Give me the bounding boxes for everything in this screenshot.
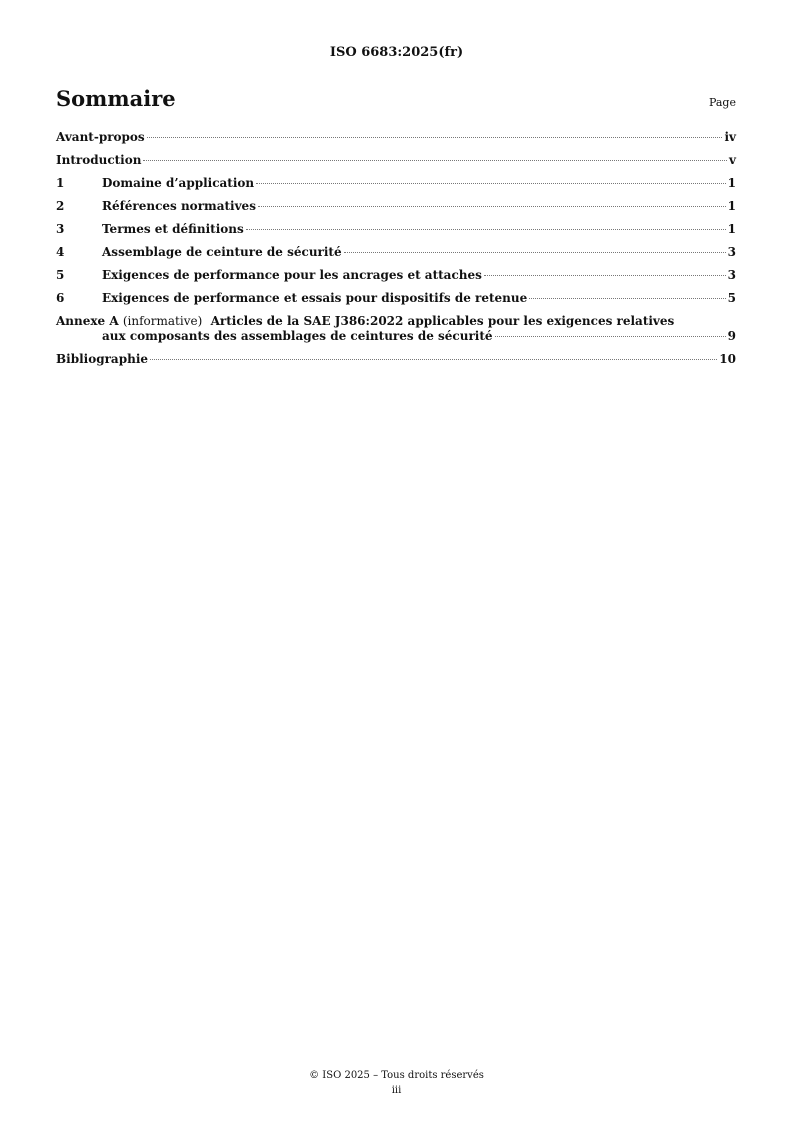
annex-title-1[interactable]: Articles de la SAE J386:2022 applicables pour les exigences relatives	[210, 314, 675, 328]
toc-entry-page: iv	[724, 130, 736, 144]
dot-leader	[344, 252, 726, 253]
annex-label: Annexe A	[56, 314, 119, 328]
toc-entry-text[interactable]: Termes et définitions	[102, 222, 244, 236]
toc-entry-clause-2[interactable]	[56, 199, 736, 214]
toc-entry-number: 4	[56, 245, 65, 259]
toc-title: Sommaire	[56, 86, 176, 111]
annex-type: (informative)	[122, 314, 203, 328]
toc-entry-avant-propos[interactable]	[56, 130, 736, 145]
annex-title-line-2[interactable]	[56, 329, 736, 344]
toc-entry-text[interactable]: Introduction	[56, 153, 142, 167]
toc-entry-number: 1	[56, 176, 65, 190]
dot-leader	[484, 275, 726, 276]
toc-entry-introduction[interactable]	[56, 153, 736, 168]
toc-entry-number: 2	[56, 199, 65, 213]
toc-entry-text[interactable]: Avant-propos	[56, 130, 145, 144]
toc-entry-text[interactable]: Exigences de performance et essais pour dispositifs de retenue	[102, 291, 528, 305]
toc-entry-number: 5	[56, 268, 65, 282]
toc-entry-page: 1	[727, 199, 736, 213]
toc-entry-page: 1	[727, 176, 736, 190]
dot-leader	[143, 160, 727, 161]
table-of-contents	[56, 130, 736, 375]
toc-entry-clause-4[interactable]	[56, 245, 736, 260]
toc-entry-page: 3	[727, 245, 736, 259]
toc-entry-page: 3	[727, 268, 736, 282]
toc-entry-bibliographie[interactable]	[56, 352, 736, 367]
dot-leader	[529, 298, 725, 299]
dot-leader	[150, 359, 717, 360]
toc-entry-text[interactable]: Bibliographie	[56, 352, 149, 366]
document-id-header: ISO 6683:2025(fr)	[329, 45, 464, 60]
copyright-notice: © ISO 2025 – Tous droits réservés	[309, 1070, 484, 1081]
toc-entry-text[interactable]: Domaine d’application	[102, 176, 255, 190]
toc-entry-number: 3	[56, 222, 65, 236]
dot-leader	[246, 229, 726, 230]
dot-leader	[495, 336, 726, 337]
page-footer	[0, 1068, 793, 1098]
toc-entry-text[interactable]: Références normatives	[102, 199, 256, 213]
toc-entry-clause-6[interactable]	[56, 291, 736, 306]
toc-entry-page: v	[729, 153, 736, 167]
toc-entry-text[interactable]: Assemblage de ceinture de sécurité	[102, 245, 342, 259]
toc-page-label: Page	[708, 96, 736, 109]
toc-entry-clause-5[interactable]	[56, 268, 736, 283]
toc-title-row	[56, 86, 736, 111]
toc-entry-clause-3[interactable]	[56, 222, 736, 237]
toc-entry-page: 5	[727, 291, 736, 305]
toc-entry-annex-a[interactable]	[56, 314, 736, 344]
dot-leader	[258, 206, 726, 207]
annex-title-line-1[interactable]	[56, 314, 736, 329]
annex-title-2[interactable]: aux composants des assemblages de ceintures de sécurité	[102, 329, 493, 343]
dot-leader	[147, 137, 723, 138]
toc-entry-page: 10	[719, 352, 736, 366]
toc-entry-number: 6	[56, 291, 65, 305]
toc-entry-clause-1[interactable]	[56, 176, 736, 191]
toc-entry-page: 9	[727, 329, 736, 343]
page-number: iii	[391, 1085, 402, 1096]
toc-entry-page: 1	[727, 222, 736, 236]
toc-entry-text[interactable]: Exigences de performance pour les ancrages et attaches	[102, 268, 482, 282]
dot-leader	[256, 183, 726, 184]
